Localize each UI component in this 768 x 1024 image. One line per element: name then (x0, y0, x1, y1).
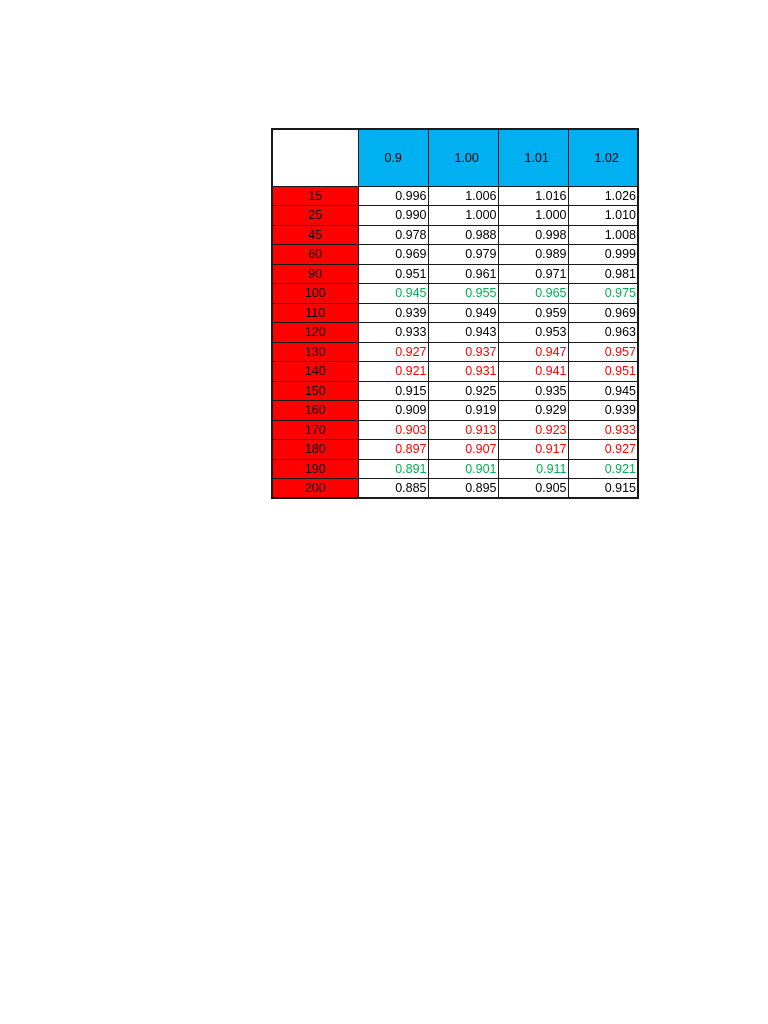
table-row (272, 381, 638, 401)
value-cell[interactable]: 0.909 (358, 401, 428, 421)
value-cell[interactable]: 0.915 (568, 479, 638, 499)
value-cell[interactable]: 0.923 (498, 420, 568, 440)
column-header[interactable]: 1.01 (498, 129, 568, 186)
row-header-cell[interactable]: 15 (272, 186, 358, 206)
value-cell[interactable]: 0.941 (498, 362, 568, 382)
value-cell[interactable]: 0.953 (498, 323, 568, 343)
value-cell[interactable]: 0.947 (498, 342, 568, 362)
value-cell[interactable]: 0.945 (358, 284, 428, 304)
table-row (272, 362, 638, 382)
value-cell[interactable]: 0.989 (498, 245, 568, 265)
value-cell[interactable]: 0.939 (358, 303, 428, 323)
value-cell[interactable]: 0.921 (358, 362, 428, 382)
table-row (272, 264, 638, 284)
value-cell[interactable]: 0.951 (358, 264, 428, 284)
row-header-cell[interactable]: 110 (272, 303, 358, 323)
table-row (272, 420, 638, 440)
value-cell[interactable]: 0.919 (428, 401, 498, 421)
table-row (272, 284, 638, 304)
value-cell[interactable]: 0.927 (568, 440, 638, 460)
table-row (272, 459, 638, 479)
row-header-cell[interactable]: 120 (272, 323, 358, 343)
value-cell[interactable]: 0.971 (498, 264, 568, 284)
value-cell[interactable]: 1.006 (428, 186, 498, 206)
value-cell[interactable]: 0.969 (358, 245, 428, 265)
value-cell[interactable]: 0.921 (568, 459, 638, 479)
table-row (272, 440, 638, 460)
value-cell[interactable]: 1.000 (498, 206, 568, 226)
row-header-cell[interactable]: 150 (272, 381, 358, 401)
value-cell[interactable]: 0.999 (568, 245, 638, 265)
value-cell[interactable]: 0.917 (498, 440, 568, 460)
value-cell[interactable]: 0.913 (428, 420, 498, 440)
header-row (272, 129, 638, 186)
value-cell[interactable]: 0.963 (568, 323, 638, 343)
value-cell[interactable]: 0.951 (568, 362, 638, 382)
value-cell[interactable]: 0.907 (428, 440, 498, 460)
table-row (272, 186, 638, 206)
value-cell[interactable]: 0.901 (428, 459, 498, 479)
row-header-cell[interactable]: 100 (272, 284, 358, 304)
row-header-cell[interactable]: 140 (272, 362, 358, 382)
table-row (272, 401, 638, 421)
row-header-cell[interactable]: 60 (272, 245, 358, 265)
value-cell[interactable]: 1.010 (568, 206, 638, 226)
value-cell[interactable]: 0.929 (498, 401, 568, 421)
value-cell[interactable]: 0.935 (498, 381, 568, 401)
value-cell[interactable]: 0.959 (498, 303, 568, 323)
row-header-cell[interactable]: 190 (272, 459, 358, 479)
value-cell[interactable]: 0.981 (568, 264, 638, 284)
data-table (271, 128, 639, 499)
value-cell[interactable]: 0.911 (498, 459, 568, 479)
value-cell[interactable]: 0.969 (568, 303, 638, 323)
table-row (272, 323, 638, 343)
row-header-cell[interactable]: 170 (272, 420, 358, 440)
value-cell[interactable]: 0.933 (358, 323, 428, 343)
row-header-cell[interactable]: 45 (272, 225, 358, 245)
value-cell[interactable]: 0.975 (568, 284, 638, 304)
table-row (272, 206, 638, 226)
table-body (272, 186, 638, 498)
value-cell[interactable]: 0.937 (428, 342, 498, 362)
value-cell[interactable]: 0.895 (428, 479, 498, 499)
table-row (272, 479, 638, 499)
value-cell[interactable]: 0.891 (358, 459, 428, 479)
column-header[interactable]: 1.00 (428, 129, 498, 186)
value-cell[interactable]: 1.026 (568, 186, 638, 206)
value-cell[interactable]: 0.988 (428, 225, 498, 245)
corner-cell[interactable] (272, 129, 358, 186)
value-cell[interactable]: 1.000 (428, 206, 498, 226)
value-cell[interactable]: 0.925 (428, 381, 498, 401)
value-cell[interactable]: 0.978 (358, 225, 428, 245)
column-header[interactable]: 1.02 (568, 129, 638, 186)
table-row (272, 303, 638, 323)
value-cell[interactable]: 0.927 (358, 342, 428, 362)
value-cell[interactable]: 0.961 (428, 264, 498, 284)
value-cell[interactable]: 0.931 (428, 362, 498, 382)
value-cell[interactable]: 0.897 (358, 440, 428, 460)
value-cell[interactable]: 1.016 (498, 186, 568, 206)
value-cell[interactable]: 0.939 (568, 401, 638, 421)
value-cell[interactable]: 0.965 (498, 284, 568, 304)
value-cell[interactable]: 0.905 (498, 479, 568, 499)
value-cell[interactable]: 0.996 (358, 186, 428, 206)
value-cell[interactable]: 0.949 (428, 303, 498, 323)
column-header[interactable]: 0.9 (358, 129, 428, 186)
value-cell[interactable]: 0.885 (358, 479, 428, 499)
value-cell[interactable]: 0.915 (358, 381, 428, 401)
row-header-cell[interactable]: 25 (272, 206, 358, 226)
table-row (272, 342, 638, 362)
value-cell[interactable]: 0.933 (568, 420, 638, 440)
value-cell[interactable]: 1.008 (568, 225, 638, 245)
row-header-cell[interactable]: 180 (272, 440, 358, 460)
value-cell[interactable]: 0.945 (568, 381, 638, 401)
row-header-cell[interactable]: 90 (272, 264, 358, 284)
row-header-cell[interactable]: 130 (272, 342, 358, 362)
value-cell[interactable]: 0.998 (498, 225, 568, 245)
value-cell[interactable]: 0.903 (358, 420, 428, 440)
value-cell[interactable]: 0.943 (428, 323, 498, 343)
value-cell[interactable]: 0.990 (358, 206, 428, 226)
table-row (272, 245, 638, 265)
value-cell[interactable]: 0.979 (428, 245, 498, 265)
value-cell[interactable]: 0.955 (428, 284, 498, 304)
table-row (272, 225, 638, 245)
value-cell[interactable]: 0.957 (568, 342, 638, 362)
row-header-cell[interactable]: 200 (272, 479, 358, 499)
row-header-cell[interactable]: 160 (272, 401, 358, 421)
